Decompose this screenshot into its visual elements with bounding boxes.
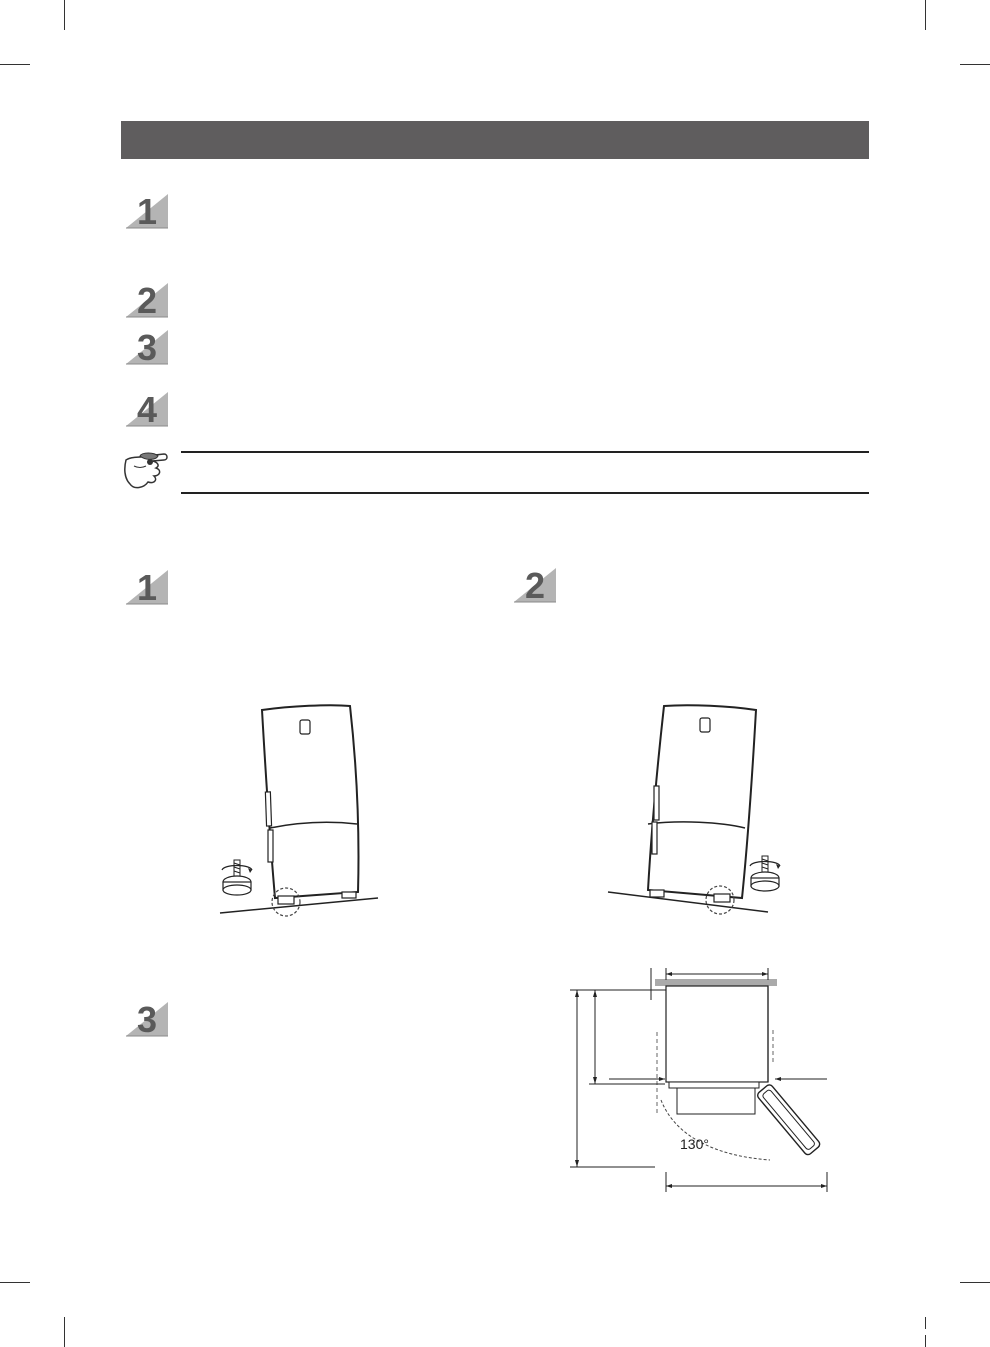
door-clearance-diagram xyxy=(565,960,840,1195)
step-number: 3 xyxy=(136,999,158,1038)
crop-mark xyxy=(925,1317,926,1329)
crop-mark xyxy=(960,64,990,65)
step-number: 2 xyxy=(524,565,546,604)
step-number: 1 xyxy=(136,191,158,230)
hand-pointer-icon xyxy=(120,448,176,496)
crop-mark xyxy=(0,1282,30,1283)
step-badge-1 xyxy=(124,190,170,230)
step-number: 3 xyxy=(136,327,158,366)
leveling-step-badge-2 xyxy=(512,564,558,604)
crop-mark xyxy=(925,0,926,30)
section-header-bar xyxy=(121,121,869,159)
step-badge-2 xyxy=(124,279,170,319)
step-number: 4 xyxy=(136,389,158,428)
step-badge-4 xyxy=(124,388,170,428)
crop-mark xyxy=(960,1282,990,1283)
fridge-leveling-right-illustration xyxy=(590,700,810,925)
crop-mark xyxy=(64,1317,65,1347)
step-number: 1 xyxy=(136,567,158,606)
crop-mark xyxy=(0,64,30,65)
crop-mark xyxy=(925,1335,926,1347)
step-badge-3 xyxy=(124,326,170,366)
note-bottom-rule xyxy=(181,492,869,494)
leveling-step-badge-1 xyxy=(124,566,170,606)
note-top-rule xyxy=(181,451,869,453)
leveling-step-badge-3 xyxy=(124,998,170,1038)
step-number: 2 xyxy=(136,280,158,319)
fridge-leveling-left-illustration xyxy=(200,700,400,925)
crop-mark xyxy=(64,0,65,30)
door-angle-label: 130° xyxy=(680,1136,709,1152)
